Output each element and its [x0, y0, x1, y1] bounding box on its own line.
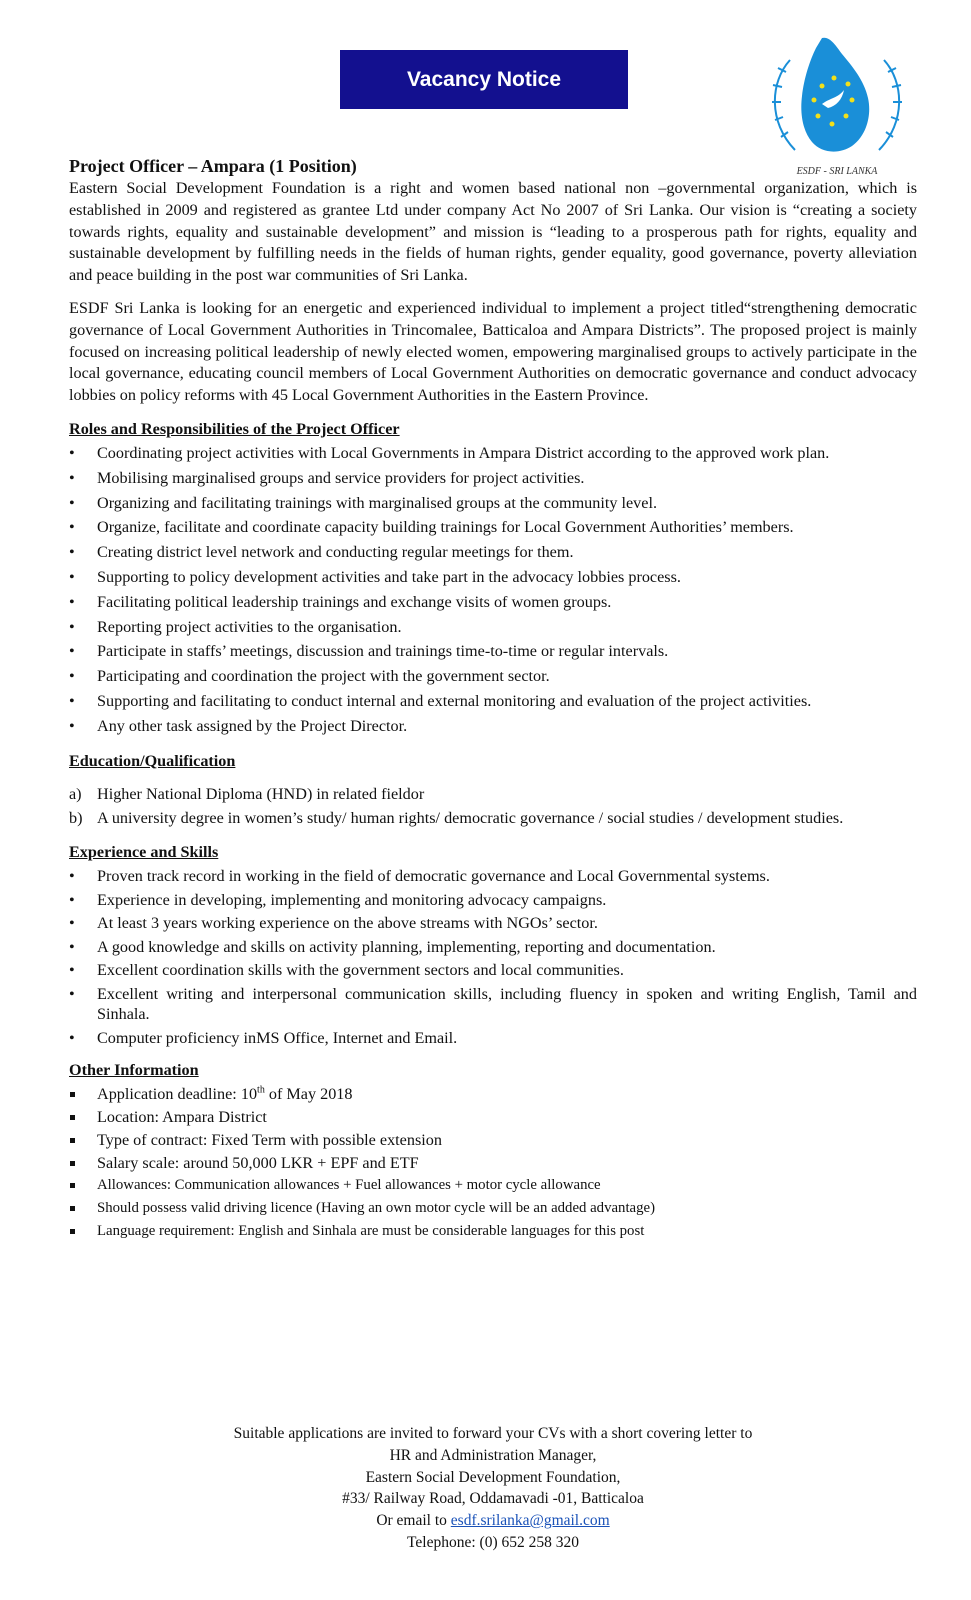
list-item: • Supporting to policy development activities and take part in the advocacy lobbies process. — [69, 567, 917, 589]
experience-list — [69, 866, 917, 1048]
list-marker: b) — [69, 809, 83, 828]
email-prefix: Or email to — [376, 1512, 451, 1530]
list-item — [69, 784, 917, 806]
other-info-list — [69, 1084, 917, 1243]
telephone-line: Telephone: (0) 652 258 320 — [407, 1533, 579, 1551]
deadline-prefix: Application deadline: 10 — [97, 1085, 258, 1104]
deadline-suffix: of May 2018 — [264, 1085, 353, 1104]
list-item: • Any other task assigned by the Project Director. — [69, 716, 917, 738]
page-title: Project Officer – Ampara (1 Position) — [69, 156, 357, 176]
notice-content — [69, 154, 917, 1244]
list-item: • Proven track record in working in the field of democratic governance and Local Governmental systems. — [69, 866, 917, 887]
list-item: • Supporting and facilitating to conduct internal and external monitoring and evaluation of the project activities. — [69, 691, 917, 713]
deadline-sup: th — [257, 1084, 265, 1096]
footer-line: HR and Administration Manager, — [389, 1446, 597, 1464]
list-item: • A good knowledge and skills on activity planning, implementing, reporting and documentation. — [69, 937, 917, 958]
list-item: • Reporting project activities to the organisation. — [69, 617, 917, 639]
list-item: • Organizing and facilitating trainings with marginalised groups at the community level. — [69, 493, 917, 515]
other-info-heading: Other Information — [69, 1061, 199, 1080]
list-item: • Participate in staffs’ meetings, discussion and trainings time-to-time or regular intervals. — [69, 641, 917, 663]
vacancy-notice-banner — [340, 50, 628, 109]
banner-title: Vacancy Notice — [406, 67, 562, 91]
list-item: Location: Ampara District — [69, 1107, 917, 1129]
list-item: • Creating district level network and conducting regular meetings for them. — [69, 542, 917, 564]
email-link[interactable]: esdf.srilanka@gmail.com — [450, 1512, 610, 1530]
education-list — [69, 784, 917, 831]
list-item: Allowances: Communication allowances + Fuel allowances + motor cycle allowance — [69, 1175, 917, 1197]
list-item: • Organize, facilitate and coordinate capacity building trainings for Local Government Authorities’ members. — [69, 517, 917, 539]
logo-caption: ESDF - SRI LANKA — [796, 166, 878, 177]
intro-paragraph-1: Eastern Social Development Foundation is a right and women based national non –governmental organization, which is established in 2009 and registered as grantee Ltd under company Act No 2007 of Sri Lanka. Our vision is “creating a society towards rights, equality and sustainable development” and mission is “leading to a prosperous path for rights, equality and sustainable development by fulfilling needs in the fields of human rights, gender equality, good governance, poverty alleviation and peace building in the post war communities of Sri Lanka. — [69, 179, 917, 285]
intro-paragraph-2: ESDF Sri Lanka is looking for an energetic and experienced individual to implement a project titled“strengthening democratic governance of Local Government Authorities in Trincomalee, Batticaloa and Ampara Districts”. The proposed project is mainly focused on increasing political leadership of newly elected women, empowering marginalised groups to actively participate in the local governance, educating council members of Local Government Authorities on democratic governance and conduct advocacy lobbies on policy reforms with 45 Local Government Authorities in the Eastern Province. — [69, 298, 917, 405]
application-footer — [69, 1423, 917, 1554]
footer-line: Eastern Social Development Foundation, — [365, 1468, 621, 1486]
footer-line: #33/ Railway Road, Oddamavadi -01, Batticaloa — [342, 1490, 644, 1508]
list-item: • Facilitating political leadership trainings and exchange visits of women groups. — [69, 592, 917, 614]
list-item: Should possess valid driving licence (Having an own motor cycle will be an added advantage) — [69, 1198, 917, 1220]
list-item: • Experience in developing, implementing and monitoring advocacy campaigns. — [69, 890, 917, 911]
list-item: • At least 3 years working experience on the above streams with NGOs’ sector. — [69, 913, 917, 934]
education-heading: Education/Qualification — [69, 751, 236, 770]
list-item: Salary scale: around 50,000 LKR + EPF and ETF — [69, 1153, 917, 1175]
list-item-text: Higher National Diploma (HND) in related fieldor — [97, 784, 425, 803]
sri-lanka-map-icon — [801, 38, 869, 152]
list-item-text: A university degree in women’s study/ human rights/ democratic governance / social studies / development studies. — [97, 809, 844, 828]
list-item: • Mobilising marginalised groups and service providers for project activities. — [69, 468, 917, 490]
list-item: • Excellent writing and interpersonal communication skills, including fluency in spoken and writing English, Tamil and Sinhala. — [69, 984, 917, 1025]
list-item: Type of contract: Fixed Term with possible extension — [69, 1130, 917, 1152]
roles-heading: Roles and Responsibilities of the Project Officer — [69, 419, 400, 438]
list-marker: a) — [69, 784, 82, 803]
roles-list — [69, 443, 917, 738]
list-item: • Excellent coordination skills with the government sectors and local communities. — [69, 960, 917, 981]
list-item: • Participating and coordination the project with the government sector. — [69, 666, 917, 688]
list-item: • Coordinating project activities with Local Governments in Ampara District according to the approved work plan. — [69, 443, 917, 465]
list-item — [69, 808, 917, 830]
deadline-item — [69, 1084, 917, 1106]
email-line — [69, 1510, 917, 1532]
list-item: • Computer proficiency inMS Office, Internet and Email. — [69, 1028, 917, 1049]
list-item: Language requirement: English and Sinhala are must be considerable languages for this post — [69, 1221, 917, 1243]
footer-line: Suitable applications are invited to forward your CVs with a short covering letter to — [233, 1425, 753, 1442]
experience-heading: Experience and Skills — [69, 843, 219, 862]
